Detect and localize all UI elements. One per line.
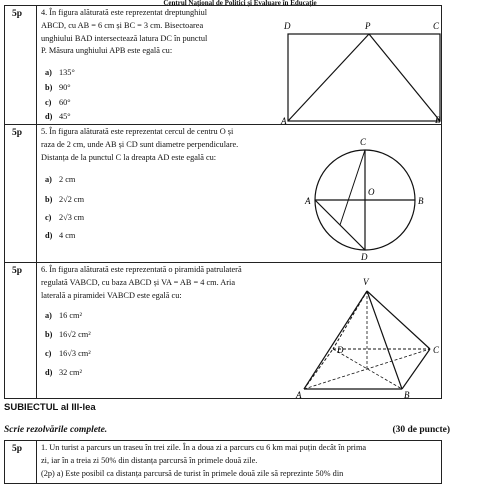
- question-6-points: 5p: [5, 263, 37, 398]
- option-c: c) 2√3 cm: [45, 213, 85, 222]
- label-D: D: [361, 252, 368, 262]
- label-D: D: [337, 345, 344, 355]
- label-A: A: [296, 390, 302, 400]
- label-C: C: [433, 21, 440, 31]
- option-d: d) 45°: [45, 112, 71, 121]
- label-B: B: [404, 390, 410, 400]
- question-4-line: P. Măsura unghiului APB este egală cu:: [41, 46, 173, 56]
- option-b: b) 16√2 cm²: [45, 330, 91, 339]
- label-C: C: [433, 345, 440, 355]
- question-6-line: laterală a piramidei VABCD este egală cu:: [41, 290, 182, 300]
- question-5-line: 5. În figura alăturată este reprezentat cercul de centru O și: [41, 127, 234, 136]
- problem-1-line: 1. Un turist a parcurs un traseu în trei zile. În a doua zi a parcurs cu 6 km mai puțin decât în prima: [41, 443, 367, 452]
- label-B: B: [435, 115, 441, 125]
- question-5-points: 5p: [5, 125, 37, 262]
- option-d: d) 32 cm²: [45, 368, 82, 377]
- rectangle-figure: [5, 6, 443, 126]
- question-5-line: Distanța de la punctul C la dreapta AD este egală cu:: [41, 152, 217, 162]
- question-4-line: ABCD, cu AB = 6 cm și BC = 3 cm. Bisectoarea: [41, 20, 204, 30]
- label-V: V: [363, 277, 369, 287]
- section-title: SUBIECTUL al III-lea: [4, 402, 96, 413]
- problem-1-box: [4, 440, 442, 484]
- label-O: O: [368, 187, 375, 197]
- question-4-line: unghiului BAD intersectează latura DC în punctul: [41, 33, 208, 43]
- question-6-line: 6. În figura alăturată este reprezentată o piramidă patrulateră: [41, 265, 242, 274]
- label-P: P: [365, 21, 371, 31]
- label-C: C: [360, 137, 367, 147]
- question-6-line: regulată VABCD, cu baza ABCD și VA = AB = 4 cm. Aria: [41, 277, 236, 287]
- problem-1-points: 5p: [5, 441, 37, 483]
- option-c: c) 60°: [45, 98, 71, 107]
- question-6-box: [4, 262, 442, 399]
- option-a: a) 2 cm: [45, 175, 76, 184]
- section-instruction: Scrie rezolvările complete.: [4, 425, 108, 435]
- option-d: d) 4 cm: [45, 231, 76, 240]
- circle-figure: [5, 125, 443, 264]
- question-4-box: [4, 5, 442, 125]
- problem-1-line: (2p) a) Este posibil ca distanța parcursă de turist în primele două zile să reprezinte 50% din: [41, 468, 344, 478]
- question-4-points: 5p: [5, 6, 37, 124]
- pyramid-figure: [5, 263, 443, 400]
- label-A: A: [305, 196, 311, 206]
- question-4-line: 4. În figura alăturată este reprezentat dreptunghiul: [41, 8, 208, 17]
- label-A: A: [281, 116, 287, 126]
- question-5-line: raza de 2 cm, unde AB și CD sunt diametre perpendiculare.: [41, 139, 239, 149]
- label-D: D: [284, 21, 291, 31]
- option-c: c) 16√3 cm²: [45, 349, 91, 358]
- problem-1-text: [41, 442, 366, 480]
- option-a: a) 135°: [45, 68, 75, 77]
- page-header: Centrul Național de Politici și Evaluare în Educație: [163, 0, 317, 7]
- label-B: B: [418, 196, 424, 206]
- option-b: b) 2√2 cm: [45, 195, 85, 204]
- problem-1-line: zi, iar în a treia zi 50% din distanța parcursă în primele două zile.: [41, 455, 258, 465]
- section-points: (30 de puncte): [392, 425, 450, 435]
- option-a: a) 16 cm²: [45, 311, 82, 320]
- option-b: b) 90°: [45, 83, 71, 92]
- question-5-box: [4, 124, 442, 263]
